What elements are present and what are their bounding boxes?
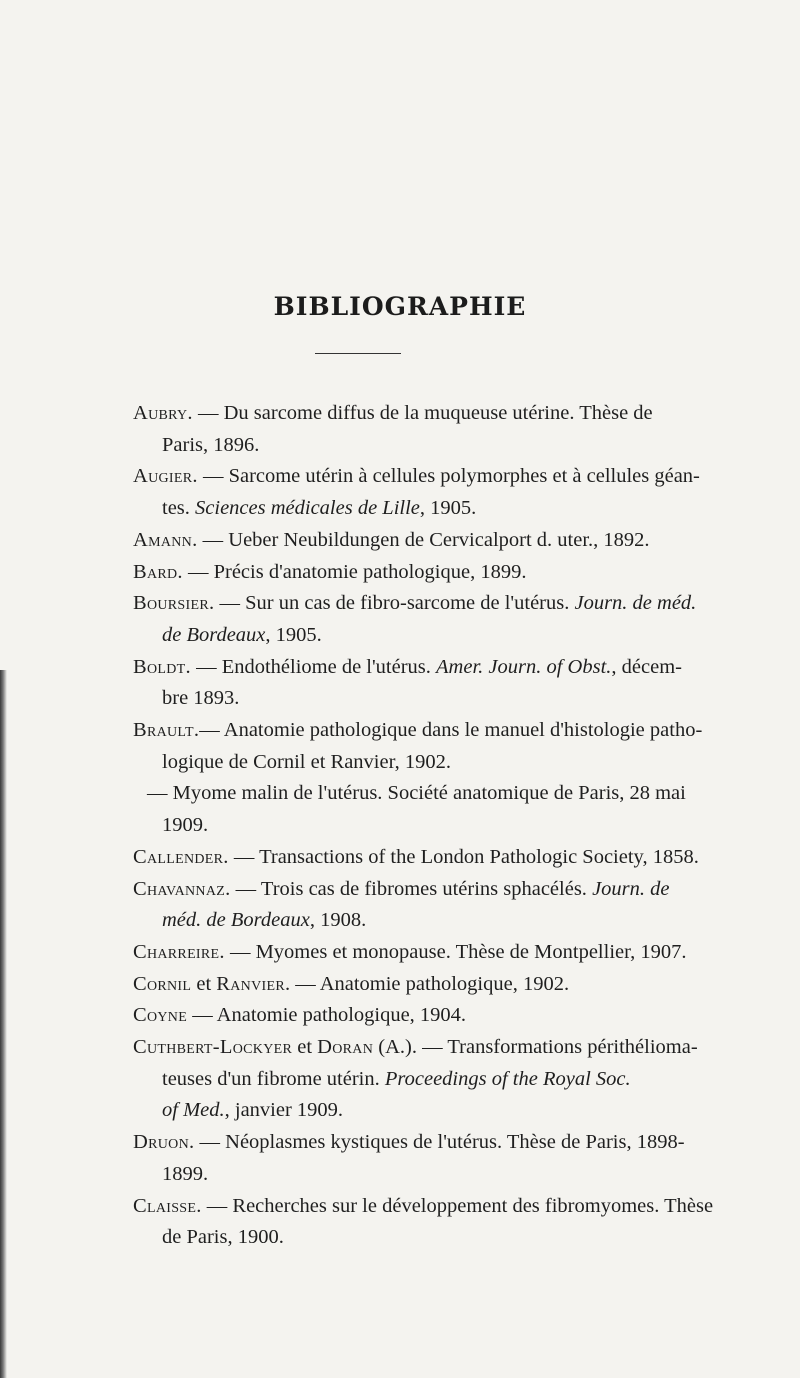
entry-author: Brault.: [133, 719, 200, 742]
entry-line: [0, 557, 800, 589]
entry-text: — Myome malin de l'utérus. Société anatomique de Paris, 28 mai: [147, 782, 686, 805]
entry-text: , 1905.: [419, 497, 477, 520]
entry-text: — Recherches sur le développement des fibromyomes. Thèse: [201, 1194, 714, 1217]
entry-line: [0, 588, 800, 620]
entry-text: Paris, 1896.: [162, 433, 260, 456]
entry-line: [0, 969, 800, 1001]
entry-author: Bard.: [133, 560, 183, 583]
entry-line: [0, 1222, 800, 1254]
entry-journal-title: of Med.: [162, 1099, 225, 1122]
bibliography-entry: [0, 652, 800, 715]
entry-line: [0, 905, 800, 937]
entry-text: et: [292, 1036, 318, 1059]
entry-text: tes.: [162, 497, 196, 520]
entry-author: Druon.: [133, 1131, 195, 1154]
entry-text: bre 1893.: [162, 687, 240, 710]
entry-journal-title: Amer. Journ. of Obst.: [436, 655, 612, 678]
entry-line: [0, 683, 800, 715]
entry-line: [0, 620, 800, 652]
entry-text: — Du sarcome diffus de la muqueuse utérine. Thèse de: [192, 402, 653, 424]
entry-text: — Ueber Neubildungen de Cervicalport d. uter., 1892.: [197, 528, 650, 551]
entry-author: Chavannaz.: [133, 877, 231, 900]
entry-line: [0, 493, 800, 525]
entry-journal-title: Journ. de méd.: [574, 592, 697, 615]
entry-text: — Myomes et monopause. Thèse de Montpellier, 1907.: [224, 940, 687, 963]
entry-line: [0, 747, 800, 779]
entry-line: [0, 937, 800, 969]
entry-line: [0, 1159, 800, 1191]
entry-text: — Anatomie pathologique, 1904.: [187, 1004, 467, 1027]
entry-author: Charreire.: [133, 940, 225, 963]
entry-author: Amann.: [133, 528, 198, 551]
entry-coauthor: Doran: [317, 1036, 374, 1059]
entry-text: , 1908.: [309, 909, 367, 932]
entry-text: de Paris, 1900.: [162, 1226, 284, 1249]
entry-text: — Néoplasmes kystiques de l'utérus. Thèse de Paris, 1898-: [194, 1131, 685, 1154]
entry-author: Claisse.: [133, 1194, 202, 1217]
bibliography-entry: [0, 1191, 800, 1254]
bibliography-entry: [0, 1127, 800, 1190]
title-divider: [315, 353, 401, 354]
entry-line: [0, 652, 800, 684]
entry-author: Cuthbert-Lockyer: [133, 1036, 293, 1059]
entry-text: . — Anatomie pathologique, 1902.: [284, 972, 570, 995]
entry-line: [0, 1191, 800, 1223]
entry-text: , décem-: [611, 655, 682, 678]
entry-text: — Trois cas de fibromes utérins sphacélés.: [230, 877, 593, 900]
entry-text: — Précis d'anatomie pathologique, 1899.: [182, 560, 527, 583]
bibliography-entry: [0, 937, 800, 969]
bibliography-entry: [0, 1000, 800, 1032]
entry-line: [0, 461, 800, 493]
bibliography-entry: [0, 557, 800, 589]
entry-text: , 1905.: [265, 623, 322, 646]
entry-coauthor: Ranvier: [216, 972, 285, 995]
entry-line: [0, 715, 800, 747]
entry-line: [0, 398, 800, 430]
entry-line: [0, 1000, 800, 1032]
bibliography-entry: [0, 715, 800, 778]
entry-author: Cornil: [133, 972, 192, 995]
bibliography-entry: [0, 778, 800, 841]
entry-author: Coyne: [133, 1004, 188, 1027]
entry-author: Boursier.: [133, 592, 215, 615]
entry-journal-title: Proceedings of the Royal Soc.: [384, 1067, 631, 1090]
entry-line: [0, 1064, 800, 1096]
entry-author: Augier.: [133, 465, 198, 488]
entry-line: [0, 1032, 800, 1064]
entry-line: [0, 1127, 800, 1159]
bibliography-entry: [0, 588, 800, 651]
entry-text: — Endothéliome de l'utérus.: [190, 655, 437, 678]
entry-text: — Sur un cas de fibro-sarcome de l'utérus.: [214, 592, 575, 615]
entry-text: (A.). — Transformations périthélioma-: [373, 1036, 698, 1059]
page-title: BIBLIOGRAPHIE: [273, 292, 527, 321]
entry-line: [0, 1095, 800, 1127]
entry-line: [0, 430, 800, 462]
entry-author: Boldt.: [133, 655, 191, 678]
entry-line: [0, 810, 800, 842]
entry-line: [0, 874, 800, 906]
entry-text: — Sarcome utérin à cellules polymorphes et à cellules géan-: [197, 465, 700, 488]
entry-journal-title: Sciences médicales de Lille: [195, 497, 420, 520]
entry-line: [0, 842, 800, 874]
entry-text: et: [191, 972, 217, 995]
entry-text: teuses d'un fibrome utérin.: [162, 1067, 385, 1090]
bibliography-list: [0, 398, 800, 1254]
entry-author: Aubry.: [133, 402, 193, 424]
entry-text: 1899.: [162, 1162, 209, 1185]
entry-journal-title: de Bordeaux: [162, 623, 266, 646]
entry-line: [0, 525, 800, 557]
bibliography-entry: [0, 842, 800, 874]
bibliography-entry: [0, 969, 800, 1001]
entry-text: — Transactions of the London Pathologic Society, 1858.: [228, 845, 699, 868]
bibliography-entry: [0, 398, 800, 461]
bibliography-entry: [0, 1032, 800, 1127]
bibliography-entry: [0, 461, 800, 524]
entry-text: 1909.: [162, 814, 209, 837]
entry-author: Callender.: [133, 845, 229, 868]
entry-journal-title: Journ. de: [592, 877, 670, 900]
entry-text: logique de Cornil et Ranvier, 1902.: [162, 750, 451, 773]
bibliography-entry: [0, 525, 800, 557]
bibliography-entry: [0, 874, 800, 937]
entry-text: — Anatomie pathologique dans le manuel d'histologie patho-: [199, 719, 703, 742]
entry-journal-title: méd. de Bordeaux: [162, 909, 310, 932]
entry-text: , janvier 1909.: [224, 1099, 344, 1122]
entry-line: [0, 778, 800, 810]
